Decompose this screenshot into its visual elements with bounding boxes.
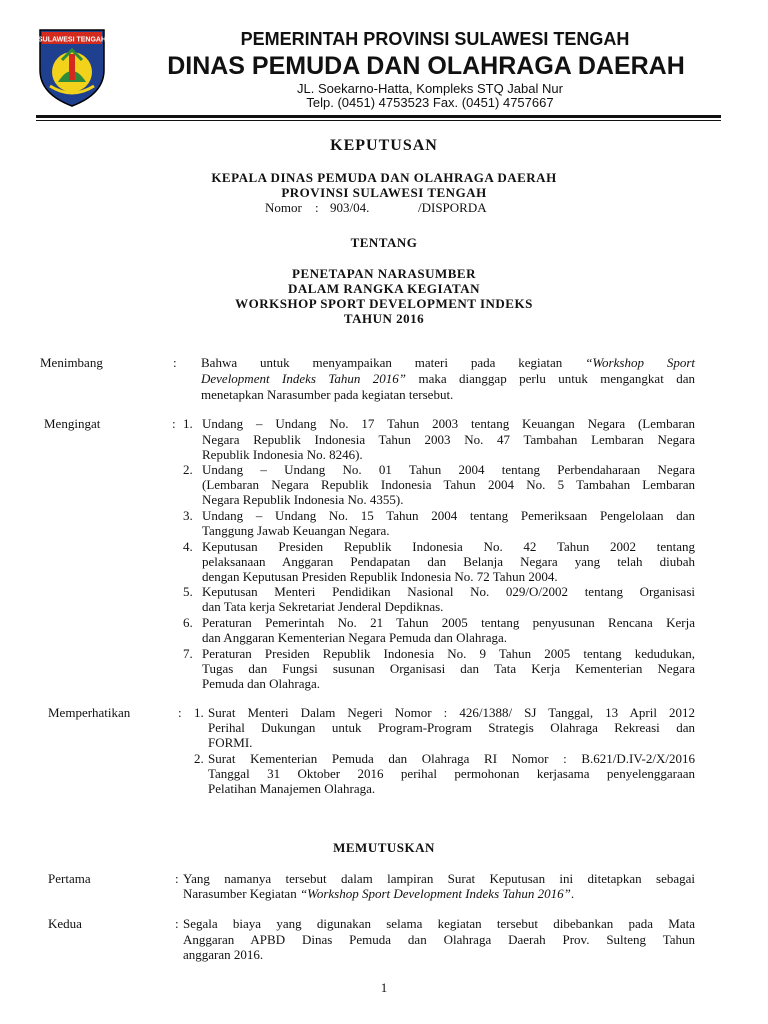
mengingat-item-4-line-1: Keputusan Presiden Republik Indonesia No. 42 Tahun 2002 tentang — [202, 539, 695, 554]
menimbang-line-2 — [201, 371, 695, 386]
mengingat-item-6-num: 6. — [183, 615, 193, 630]
mengingat-item-5-line-1: Keputusan Menteri Pendidikan Nasional No. 029/O/2002 tentang Organisasi — [202, 584, 695, 599]
mengingat-item-3-line-1: Undang – Undang No. 15 Tahun 2004 tentang Pemeriksaan Pengelolaan dan — [202, 508, 695, 523]
pertama-text-2c: . — [570, 886, 575, 901]
mengingat-item-2-line-3: Negara Republik Indonesia No. 4355). — [202, 492, 404, 507]
emblem-text: SULAWESI TENGAH — [37, 36, 107, 44]
kedua-label: Kedua — [48, 916, 82, 931]
mengingat-item-4-num: 4. — [183, 539, 193, 554]
subject-line-2: DALAM RANGKA KEGIATAN — [287, 281, 481, 296]
mengingat-item-7-num: 7. — [183, 646, 193, 661]
mengingat-item-1-num: 1. — [183, 416, 193, 431]
mengingat-item-4-line-3: dengan Keputusan Presiden Republik Indonesia No. 72 Tahun 2004. — [202, 569, 558, 584]
mengingat-item-1-line-2: Negara Republik Indonesia Tahun 2003 No. 47 Tambahan Lembaran Negara — [202, 432, 695, 447]
kedua-line-3: anggaran 2016. — [183, 947, 264, 962]
mengingat-item-5-line-2: dan Tata kerja Sekretariat Jenderal Depdiknas. — [202, 599, 444, 614]
subject-line-1: PENETAPAN NARASUMBER — [292, 266, 476, 281]
issuer-line-2: PROVINSI SULAWESI TENGAH — [281, 185, 487, 200]
subject-line-3: WORKSHOP SPORT DEVELOPMENT INDEKS — [235, 296, 533, 311]
pertama-label: Pertama — [48, 871, 91, 886]
menimbang-text-2b: maka dianggap perlu untuk mengangkat dan — [406, 371, 695, 386]
mengingat-item-2-line-1: Undang – Undang No. 01 Tahun 2004 tentang Perbendaharaan Negara — [202, 462, 695, 477]
mengingat-item-5-num: 5. — [183, 584, 193, 599]
menimbang-line-3: menetapkan Narasumber pada kegiatan tersebut. — [201, 387, 454, 402]
menimbang-label: Menimbang — [40, 355, 103, 370]
mengingat-item-1-line-1: Undang – Undang No. 17 Tahun 2003 tentang Keuangan Negara (Lembaran — [202, 416, 695, 431]
mengingat-item-6-line-2: dan Anggaran Kementerian Negara Pemuda dan Olahraga. — [202, 630, 508, 645]
mengingat-colon: : — [172, 416, 176, 431]
mengingat-item-7-line-1: Peraturan Presiden Republik Indonesia No. 9 Tahun 2005 tentang kedudukan, — [202, 646, 695, 661]
memperhatikan-label: Memperhatikan — [48, 705, 131, 720]
nomor-label: Nomor — [265, 200, 302, 215]
page-number: 1 — [380, 980, 388, 995]
mengingat-label: Mengingat — [44, 416, 101, 431]
memperhatikan-item-2-line-1: Surat Kementerian Pemuda dan Olahraga RI Nomor : B.621/D.IV-2/X/2016 — [208, 751, 695, 766]
memperhatikan-item-2-line-3: Pelatihan Manajemen Olahraga. — [208, 781, 376, 796]
kedua-line-1: Segala biaya yang digunakan selama kegiatan tersebut dibebankan pada Mata — [183, 916, 695, 931]
pertama-text-2a: Narasumber Kegiatan — [183, 886, 300, 901]
office-phone: Telp. (0451) 4753523 Fax. (0451) 4757667 — [306, 95, 554, 110]
mengingat-item-6-line-1: Peraturan Pemerintah No. 21 Tahun 2005 tentang penyusunan Rencana Kerja — [202, 615, 695, 630]
mengingat-item-2-num: 2. — [183, 462, 193, 477]
menimbang-line-1 — [201, 355, 695, 370]
pertama-line-2 — [183, 886, 574, 901]
mengingat-item-3-num: 3. — [183, 508, 193, 523]
decree-title: KEPUTUSAN — [330, 137, 438, 154]
office-address: JL. Soekarno-Hatta, Kompleks STQ Jabal Nur — [297, 81, 563, 96]
mengingat-item-4-line-2: pelaksanaan Anggaran Pendapatan dan Belanja Negara yang telah diubah — [202, 554, 695, 569]
memperhatikan-colon: : — [178, 705, 182, 720]
tentang-heading: TENTANG — [350, 235, 418, 250]
nomor-suffix: /DISPORDA — [418, 200, 487, 215]
mengingat-item-7-line-3: Pemuda dan Olahraga. — [202, 676, 321, 691]
letterhead-divider-thick — [36, 115, 721, 118]
memperhatikan-item-1-num: 1. — [194, 705, 204, 720]
mengingat-item-3-line-2: Tanggung Jawab Keuangan Negara. — [202, 523, 390, 538]
letterhead-divider-thin — [36, 120, 721, 121]
memperhatikan-item-2-line-2: Tanggal 31 Oktober 2016 perihal permohonan kerjasama penyelenggaraan — [208, 766, 695, 781]
memutuskan-heading: MEMUTUSKAN — [333, 840, 435, 855]
nomor-value: 903/04. — [330, 200, 370, 215]
pertama-line-1: Yang namanya tersebut dalam lampiran Surat Keputusan ini ditetapkan sebagai — [183, 871, 695, 886]
government-name: PEMERINTAH PROVINSI SULAWESI TENGAH — [240, 29, 630, 49]
kedua-colon: : — [175, 916, 179, 931]
pertama-text-2b: “Workshop Sport Development Indeks Tahun 2016” — [299, 886, 571, 901]
nomor-colon: : — [315, 200, 319, 215]
menimbang-text-1a: Bahwa untuk menyampaikan materi pada kegiatan — [201, 355, 586, 370]
menimbang-text-2a: Development Indeks Tahun 2016” — [201, 371, 407, 386]
memperhatikan-item-1-line-1: Surat Menteri Dalam Negeri Nomor : 426/1388/ SJ Tanggal, 13 April 2012 — [208, 705, 695, 720]
office-name: DINAS PEMUDA DAN OLAHRAGA DAERAH — [167, 52, 685, 80]
province-emblem-logo — [36, 24, 108, 108]
mengingat-item-7-line-2: Tugas dan Fungsi susunan Organisasi dan Tata Kerja Kementerian Negara — [202, 661, 695, 676]
menimbang-colon: : — [173, 355, 177, 370]
menimbang-text-1b: “Workshop Sport — [585, 355, 695, 370]
memperhatikan-item-1-line-2: Perihal Dukungan untuk Program-Program Strategis Olahraga Rekreasi dan — [208, 720, 695, 735]
pertama-colon: : — [175, 871, 179, 886]
mengingat-item-1-line-3: Republik Indonesia No. 8246). — [202, 447, 363, 462]
issuer-line-1: KEPALA DINAS PEMUDA DAN OLAHRAGA DAERAH — [211, 170, 557, 185]
subject-line-4: TAHUN 2016 — [343, 311, 425, 326]
memperhatikan-item-1-line-3: FORMI. — [208, 735, 253, 750]
mengingat-item-2-line-2: (Lembaran Negara Republik Indonesia Tahun 2004 No. 5 Tambahan Lembaran — [202, 477, 695, 492]
memperhatikan-item-2-num: 2. — [194, 751, 204, 766]
kedua-line-2: Anggaran APBD Dinas Pemuda dan Olahraga Daerah Prov. Sulteng Tahun — [183, 932, 695, 947]
